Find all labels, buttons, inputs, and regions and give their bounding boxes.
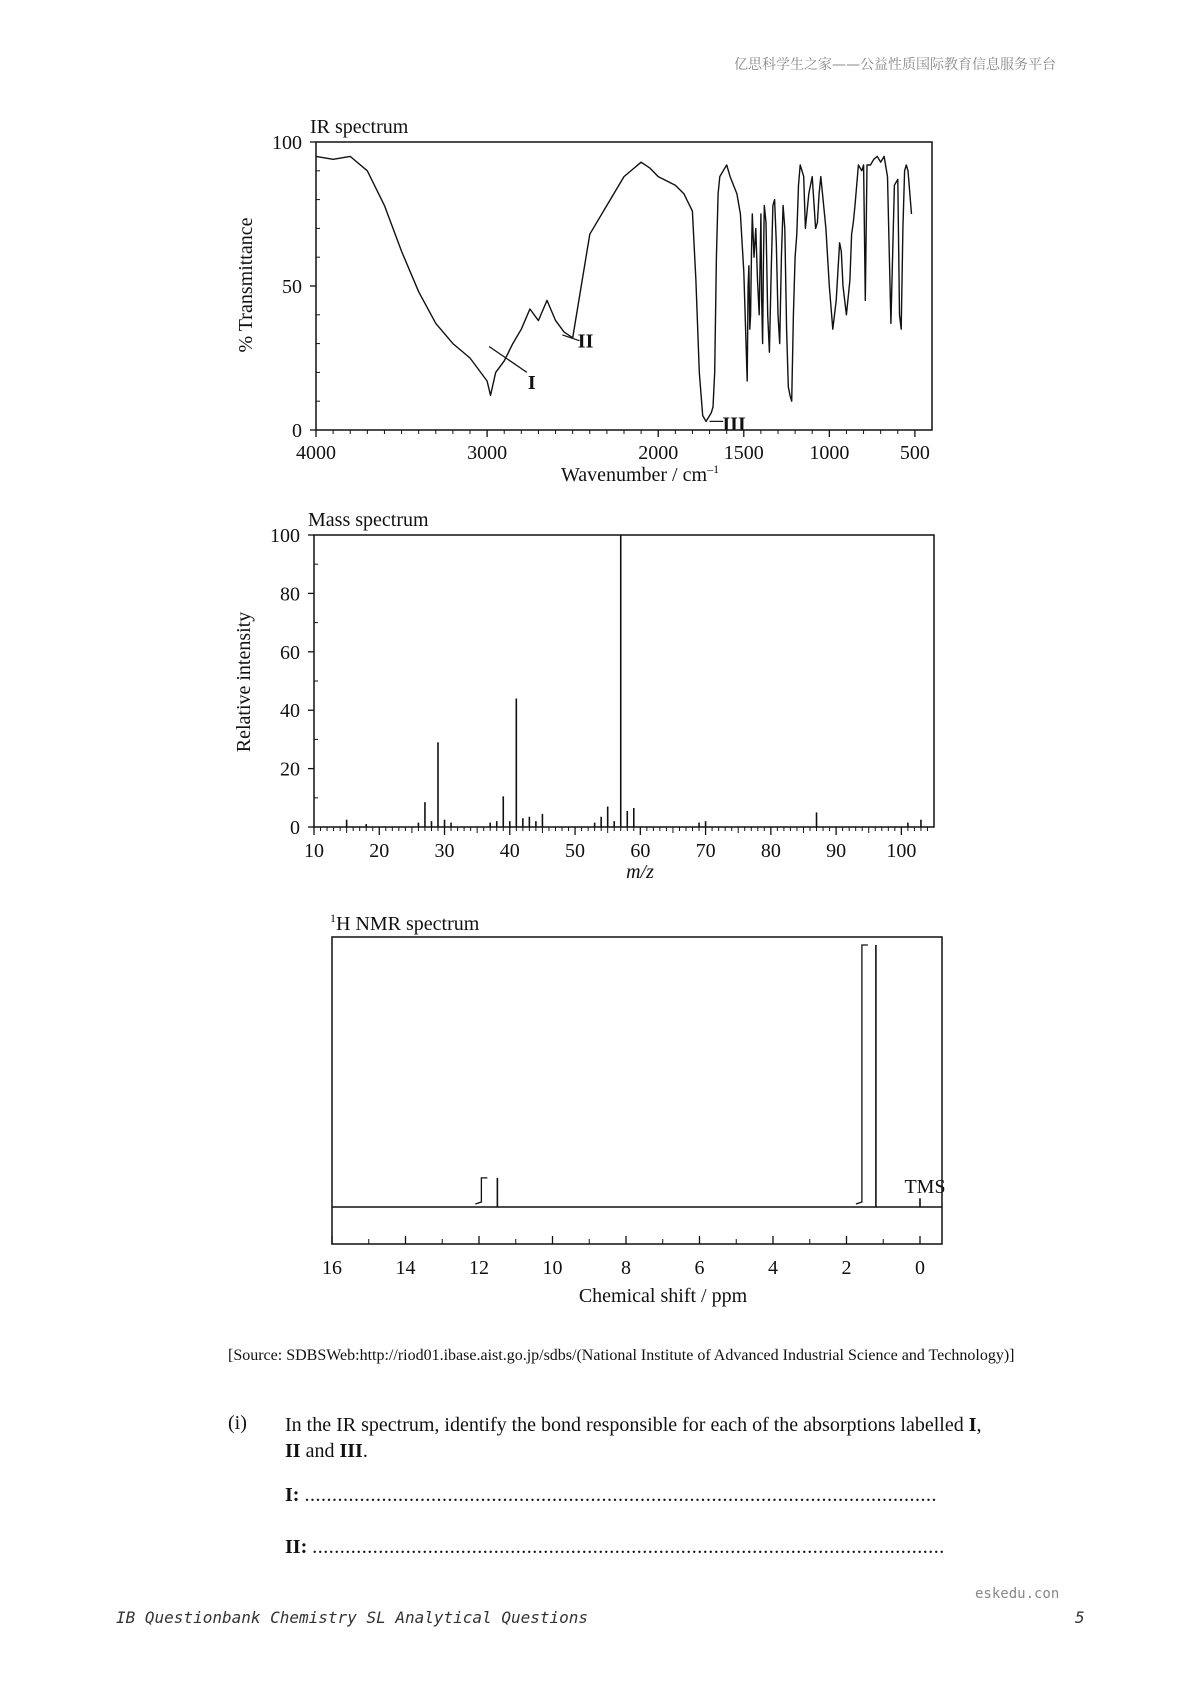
nmr-xtick-label: 0 bbox=[915, 1257, 925, 1279]
ms-xtick-label: 40 bbox=[499, 840, 520, 862]
mass-spectrum-chart bbox=[0, 500, 1191, 883]
footer-course: IB Questionbank Chemistry SL Analytical Questions bbox=[116, 1608, 589, 1627]
ir-band-iii-label: III bbox=[722, 413, 746, 436]
ms-ytick-label: 60 bbox=[280, 641, 300, 664]
nmr-xtick-label: 4 bbox=[768, 1257, 778, 1279]
ms-plot-frame bbox=[314, 535, 934, 827]
nmr-xtick-label: 2 bbox=[841, 1257, 852, 1279]
nmr-xtick-label: 8 bbox=[621, 1257, 631, 1279]
ms-ytick-label: 0 bbox=[290, 817, 300, 839]
ir-plot-frame bbox=[316, 142, 932, 430]
ir-ytick-label: 0 bbox=[292, 420, 302, 442]
ir-band-i-pointer bbox=[489, 346, 527, 372]
ms-ytick-label: 40 bbox=[280, 700, 300, 723]
site-header: 亿思科学生之家——公益性质国际教育信息服务平台 bbox=[734, 57, 1056, 73]
nmr-spectrum-chart bbox=[0, 900, 1191, 1330]
ir-xtick-label: 1000 bbox=[809, 442, 850, 464]
ir-xtick-label: 2000 bbox=[638, 442, 679, 464]
ir-ylabel: % Transmittance bbox=[235, 217, 257, 353]
nmr-xtick-label: 10 bbox=[542, 1257, 563, 1279]
ms-xtick-label: 10 bbox=[304, 840, 324, 862]
ms-xtick-label: 80 bbox=[760, 840, 781, 862]
nmr-xtick-label: 16 bbox=[322, 1257, 342, 1279]
nmr-title: $^1$H NMR spectrum bbox=[330, 911, 480, 935]
ms-ytick-label: 100 bbox=[270, 525, 300, 547]
ir-xtick-label: 500 bbox=[899, 442, 930, 464]
ms-ytick-label: 20 bbox=[280, 758, 300, 781]
ir-xtick-label: 4000 bbox=[296, 442, 336, 464]
page-number: 5 bbox=[1075, 1608, 1085, 1627]
ms-xlabel: m/z bbox=[626, 861, 654, 883]
ir-xlabel: Wavenumber / $cm^{-1}$ bbox=[560, 462, 720, 486]
footer-site: eskedu.con bbox=[975, 1586, 1060, 1602]
ir-spectrum-trace bbox=[316, 156, 912, 421]
ms-xtick-label: 70 bbox=[695, 840, 716, 862]
ms-ylabel: Relative intensity bbox=[233, 611, 255, 753]
ir-band-i-label: I bbox=[527, 372, 536, 395]
nmr-xtick-label: 6 bbox=[694, 1257, 705, 1279]
nmr-integration-trace bbox=[856, 945, 868, 1204]
ms-ytick-label: 80 bbox=[280, 583, 300, 606]
ms-xtick-label: 20 bbox=[369, 840, 390, 862]
ir-spectrum-chart bbox=[0, 0, 1191, 500]
answer-line-i[interactable]: I: ................................................................................................................... bbox=[285, 1484, 937, 1506]
source-citation: [Source: SDBSWeb:http://riod01.ibase.aist.go.jp/sdbs/(National Institute of Advanced Industrial Science and Technology)] bbox=[228, 1347, 1015, 1364]
nmr-xlabel: Chemical shift / ppm bbox=[578, 1285, 748, 1307]
nmr-tms-label: TMS bbox=[904, 1176, 946, 1198]
ir-ytick-label: 100 bbox=[272, 132, 302, 154]
ms-xtick-label: 30 bbox=[434, 840, 455, 862]
nmr-xtick-label: 12 bbox=[469, 1257, 489, 1279]
answer-line-ii[interactable]: II: ................................................................................................................... bbox=[285, 1536, 945, 1558]
ir-xtick-label: 1500 bbox=[723, 442, 764, 464]
ms-title: Mass spectrum bbox=[308, 509, 429, 531]
question-text: In the IR spectrum, identify the bond responsible for each of the absorptions labelled I, II and III. bbox=[285, 1414, 982, 1462]
nmr-xtick-label: 14 bbox=[395, 1257, 416, 1279]
ms-xtick-label: 90 bbox=[826, 840, 847, 862]
question-number: (i) bbox=[228, 1412, 247, 1434]
nmr-integration-trace bbox=[475, 1178, 487, 1204]
ir-band-ii-label: II bbox=[577, 330, 594, 353]
nmr-plot-frame bbox=[332, 937, 942, 1244]
ir-xtick-label: 3000 bbox=[467, 442, 508, 464]
ir-title: IR spectrum bbox=[310, 116, 409, 138]
ms-xtick-label: 50 bbox=[565, 840, 586, 862]
ms-xtick-label: 60 bbox=[630, 840, 651, 862]
ir-ytick-label: 50 bbox=[282, 276, 302, 298]
ms-xtick-label: 100 bbox=[886, 840, 917, 862]
